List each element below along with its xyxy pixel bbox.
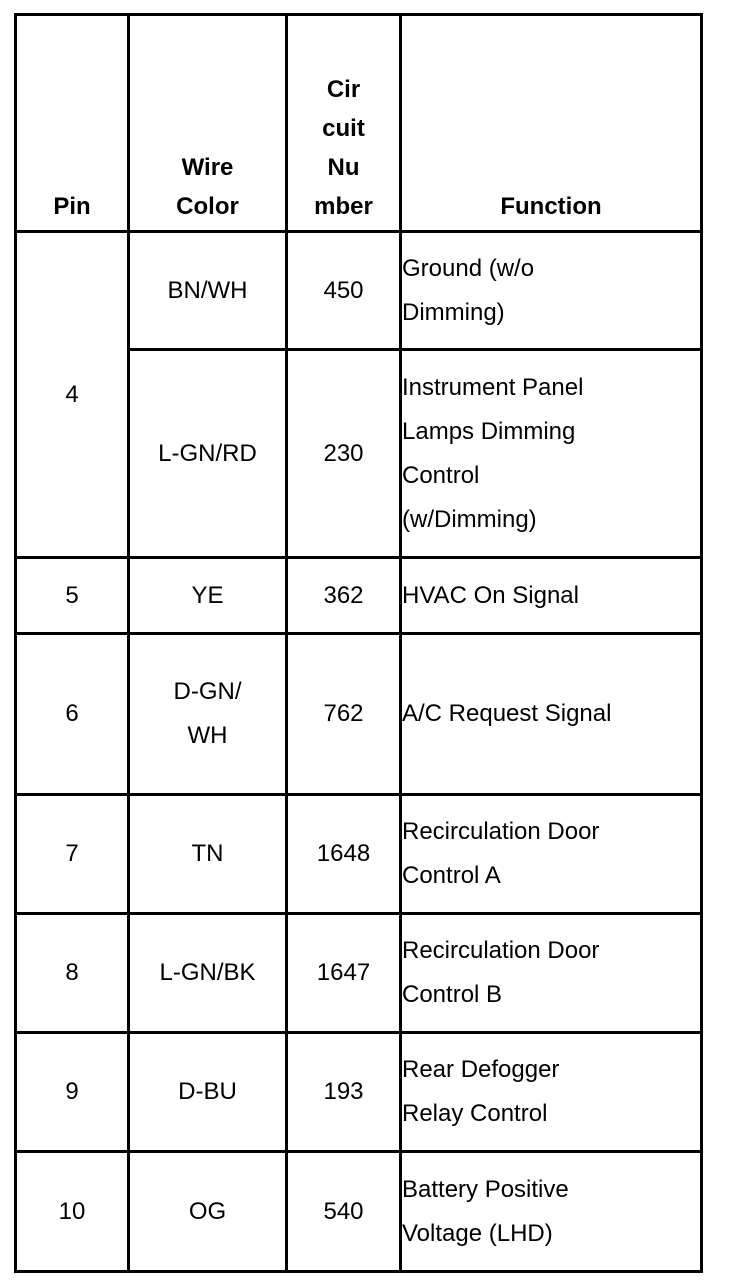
circuit-number-cell: 450 bbox=[287, 232, 401, 350]
function-text: Control bbox=[402, 461, 480, 489]
table-row bbox=[16, 232, 702, 350]
wire-color-cell bbox=[129, 558, 287, 634]
function-cell bbox=[401, 634, 702, 795]
wire-color-text: L-GN/RD bbox=[158, 439, 257, 467]
pin-table bbox=[14, 13, 703, 1273]
wire-color-cell bbox=[129, 232, 287, 350]
pin-cell: 4 bbox=[16, 232, 129, 558]
header-wire-color-line: Wire bbox=[181, 154, 234, 181]
header-circuit-number-line: Nu bbox=[327, 154, 360, 181]
table-row bbox=[16, 795, 702, 914]
wire-color-cell bbox=[129, 1033, 287, 1152]
header-function: Function bbox=[401, 15, 702, 232]
wire-color-text: D-GN/ bbox=[173, 678, 242, 705]
header-wire-color-line: Color bbox=[176, 193, 239, 220]
pin-cell: 10 bbox=[16, 1152, 129, 1272]
wire-color-cell bbox=[129, 795, 287, 914]
wire-color-text: D-BU bbox=[178, 1078, 237, 1105]
function-text: A/C Request Signal bbox=[402, 700, 612, 727]
table-header-row bbox=[16, 15, 702, 232]
pin-cell: 6 bbox=[16, 634, 129, 795]
pin-cell: 5 bbox=[16, 558, 129, 634]
function-text: Ground (w/o bbox=[402, 254, 535, 282]
table-row bbox=[16, 914, 702, 1033]
function-cell bbox=[401, 558, 702, 634]
circuit-number-cell: 1647 bbox=[287, 914, 401, 1033]
function-cell bbox=[401, 232, 702, 350]
function-text: Control A bbox=[402, 862, 501, 889]
header-wire-color bbox=[129, 15, 287, 232]
circuit-number-cell: 362 bbox=[287, 558, 401, 634]
wire-color-cell bbox=[129, 350, 287, 558]
function-text: Control B bbox=[402, 981, 503, 1008]
function-text: Battery Positive bbox=[402, 1175, 569, 1203]
wire-color-cell bbox=[129, 634, 287, 795]
function-text: HVAC On Signal bbox=[402, 581, 579, 609]
function-text: (w/Dimming) bbox=[402, 505, 537, 533]
header-pin: Pin bbox=[16, 15, 129, 232]
pin-cell: 7 bbox=[16, 795, 129, 914]
table-row bbox=[16, 1033, 702, 1152]
function-text: Rear Defogger bbox=[402, 1056, 560, 1083]
function-cell bbox=[401, 1152, 702, 1272]
wire-color-text: TN bbox=[191, 840, 224, 867]
circuit-number-cell: 230 bbox=[287, 350, 401, 558]
wire-color-text: L-GN/BK bbox=[159, 959, 256, 986]
function-text: Dimming) bbox=[402, 298, 505, 326]
pin-cell: 9 bbox=[16, 1033, 129, 1152]
wire-color-text: WH bbox=[187, 722, 228, 749]
table-row bbox=[16, 558, 702, 634]
header-circuit-number-line: cuit bbox=[322, 115, 365, 142]
wire-color-cell bbox=[129, 914, 287, 1033]
function-text: Recirculation Door bbox=[402, 937, 600, 964]
header-circuit-number-line: mber bbox=[314, 193, 373, 220]
pin-cell: 8 bbox=[16, 914, 129, 1033]
function-cell bbox=[401, 795, 702, 914]
function-text: Voltage (LHD) bbox=[402, 1219, 553, 1247]
table-row bbox=[16, 1152, 702, 1272]
table-row bbox=[16, 634, 702, 795]
wire-color-text: YE bbox=[191, 581, 224, 609]
function-text: Instrument Panel bbox=[402, 373, 584, 401]
function-cell bbox=[401, 914, 702, 1033]
function-cell bbox=[401, 350, 702, 558]
function-cell bbox=[401, 1033, 702, 1152]
function-text: Relay Control bbox=[402, 1100, 548, 1127]
circuit-number-cell: 193 bbox=[287, 1033, 401, 1152]
function-text: Recirculation Door bbox=[402, 818, 600, 845]
function-text: Lamps Dimming bbox=[402, 417, 576, 445]
wire-color-text: BN/WH bbox=[167, 276, 248, 304]
wire-color-cell bbox=[129, 1152, 287, 1272]
header-circuit-number bbox=[287, 15, 401, 232]
circuit-number-cell: 540 bbox=[287, 1152, 401, 1272]
circuit-number-cell: 762 bbox=[287, 634, 401, 795]
wire-color-text: OG bbox=[188, 1197, 227, 1225]
circuit-number-cell: 1648 bbox=[287, 795, 401, 914]
header-circuit-number-line: Cir bbox=[326, 76, 361, 103]
